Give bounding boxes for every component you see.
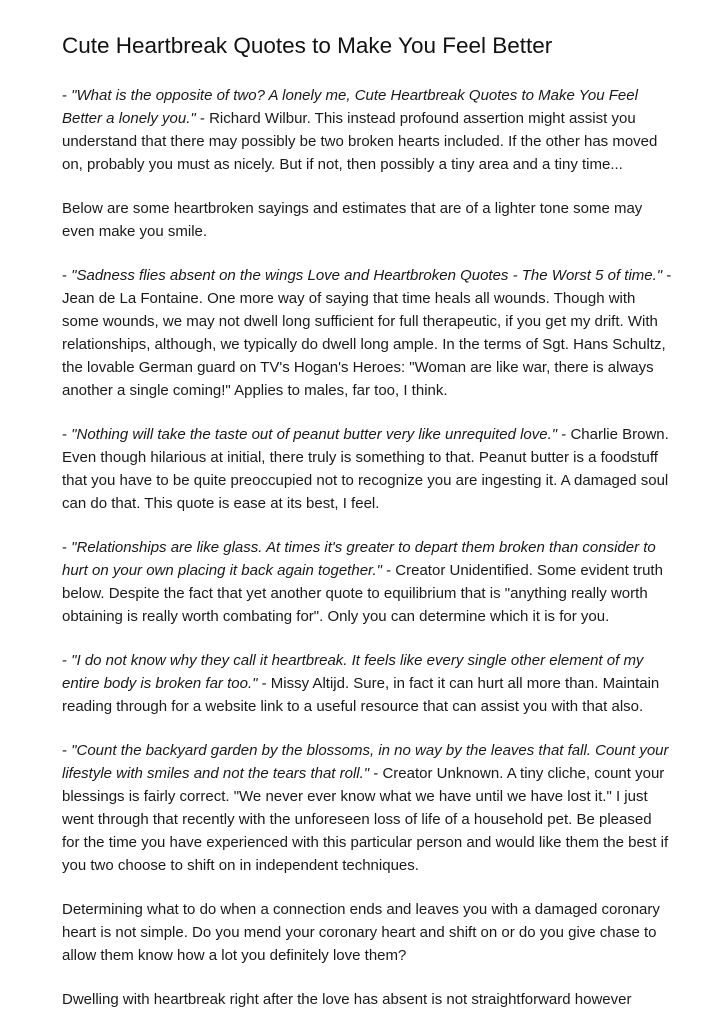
- paragraph: [62, 197, 672, 243]
- quote-text: "I do not know why they call it heartbreak. It feels like every single other element of my entire body is broken far too.": [62, 652, 644, 692]
- quote-text: "Relationships are like glass. At times it's greater to depart them broken than consider to hurt on your own placing it back again together.": [62, 539, 656, 579]
- paragraph-text: - Charlie Brown. Even though hilarious at initial, there truly is something to that. Peanut butter is a foodstuff that you have to be quite preoccupied not to recognize you are ingesting it. A damaged soul can do that. This quote is ease at its best, I feel.: [62, 426, 669, 512]
- dash: -: [62, 742, 72, 759]
- paragraph-text: Below are some heartbroken sayings and estimates that are of a lighter tone some may even make you smile.: [62, 200, 643, 240]
- dash: -: [62, 539, 72, 556]
- paragraph: [62, 536, 672, 628]
- paragraph: [62, 423, 672, 515]
- document-title: Cute Heartbreak Quotes to Make You Feel Better: [62, 33, 553, 58]
- paragraph-text: - Creator Unidentified. Some evident truth below. Despite the fact that yet another quote to equilibrium that is "anything really worth obtaining is really worth combating for". Only you can determine which it is for you.: [62, 562, 663, 625]
- document-body: [62, 84, 672, 1011]
- dash: -: [62, 267, 72, 284]
- paragraph: [62, 898, 672, 967]
- paragraph: [62, 739, 672, 877]
- quote-text: "Count the backyard garden by the blossoms, in no way by the leaves that fall. Count your lifestyle with smiles and not the tears that roll.": [62, 742, 669, 782]
- paragraph-text: Dwelling with heartbreak right after the love has absent is not straightforward however: [62, 991, 632, 1008]
- dash: -: [62, 652, 72, 669]
- paragraph: [62, 84, 672, 176]
- paragraph-text: Determining what to do when a connection ends and leaves you with a damaged coronary heart is not simple. Do you mend your coronary heart and shift on or do you give chase to allow them know how a lot you definitely love them?: [62, 901, 660, 964]
- paragraph-text: - Jean de La Fontaine. One more way of saying that time heals all wounds. Though with some wounds, we may not dwell long sufficient for full therapeutic, if you get my drift. With relationships, although, we typically do dwell long ample. In the terms of Sgt. Hans Schultz, the lovable German guard on TV's Hogan's Heroes: "Woman are like war, there is always another a single coming!" Applies to males, far too, I think.: [62, 267, 672, 399]
- paragraph-text: - Creator Unknown. A tiny cliche, count your blessings is fairly correct. "We never ever know what we have until we have lost it." I just went through that recently with the unforeseen loss of life of a household pet. Be pleased for the time you have experienced with this particular person and would like them the best if you two choose to shift on in independent techniques.: [62, 765, 669, 874]
- paragraph: [62, 649, 672, 718]
- quote-text: "Sadness flies absent on the wings Love and Heartbroken Quotes - The Worst 5 of time.": [71, 267, 663, 284]
- quote-text: "Nothing will take the taste out of peanut butter very like unrequited love.": [71, 426, 558, 443]
- paragraph: [62, 264, 672, 402]
- paragraph-text: - Richard Wilbur. This instead profound assertion might assist you understand that there may possibly be two broken hearts included. If the other has moved on, probably you must as nicely. But if not, then possibly a tiny area and a tiny time...: [62, 110, 658, 173]
- document-page: [62, 32, 672, 1032]
- paragraph-text: - Missy Altijd. Sure, in fact it can hurt all more than. Maintain reading through for a website link to a useful resource that can assist you with that also.: [62, 675, 660, 715]
- dash: -: [62, 87, 72, 104]
- paragraph: [62, 988, 672, 1011]
- quote-text: "What is the opposite of two? A lonely me, Cute Heartbreak Quotes to Make You Feel Better a lonely you.": [62, 87, 638, 127]
- dash: -: [62, 426, 72, 443]
